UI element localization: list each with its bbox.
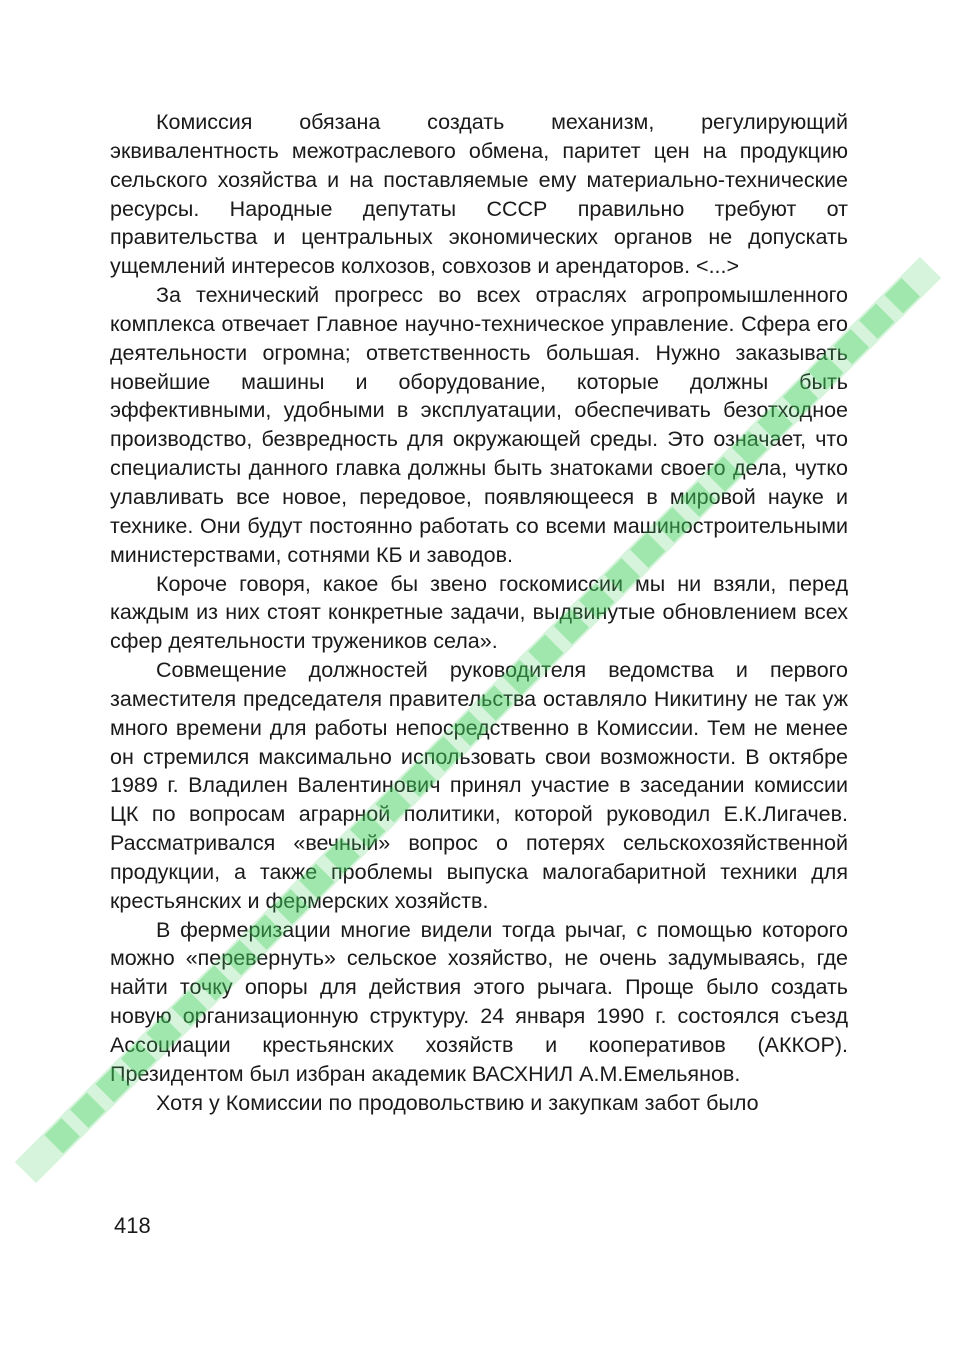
body-text: [110, 108, 848, 1118]
paragraph-4: Совмещение должностей руководителя ведомства и первого заместителя председателя правительства оставляло Никитину не так уж много времени для работы непосредственно в Комиссии. Тем не менее он стремился максимально использовать свои возможности. В октябре 1989 г. Владилен Валентинович принял участие в заседании комиссии ЦК по вопросам аграрной политики, которой руководил Е.К.Лигачев. Рассматривался «вечный» вопрос о потерях сельскохозяйственной продукции, а также проблемы выпуска малогабаритной техники для крестьянских и фермерских хозяйств.: [110, 658, 848, 913]
watermark-block: [45, 1118, 80, 1153]
watermark-block: [70, 1093, 105, 1128]
paragraph-5: В фермеризации многие видели тогда рычаг, с помощью которого можно «перевернуть» сельское хозяйство, не очень задумываясь, где найти точку опоры для действия этого рычага. Проще было создать новую организационную структуру. 24 января 1990 г. состоялся съезд Ассоциации крестьянских хозяйств и кооперативов (АККОР). Президентом был избран академик ВАСХНИЛ А.М.Емельянов.: [110, 917, 848, 1086]
paragraph-1: Комиссия обязана создать механизм, регулирующий эквивалентность межотраслевого обмена, паритет цен на продукцию сельского хозяйства и на поставляемые ему материально-технические ресурсы. Народные депутаты СССР правильно требуют от правительства и центральных экономических органов не допускать ущемлений интересов колхозов, совхозов и арендаторов. <...>: [110, 110, 848, 279]
paragraph-6: Хотя у Комиссии по продовольствию и закупкам забот было: [156, 1090, 759, 1115]
paragraph-2: За технический прогресс во всех отраслях агропромышленного комплекса отвечает Главное научно-техническое управление. Сфера его деятельности огромна; ответственность большая. Нужно заказывать новейшие машины и оборудование, которые должны быть эффективными, удобными в эксплуатации, обеспечивать безотходное производство, безвредность для окружающей среды. Это означает, что специалисты данного главка должны быть знатоками своего дела, чутко улавливать все новое, передовое, появляющееся в мировой науке и технике. Они будут постоянно работать со всеми машиностроительными министерствами, сотнями КБ и заводов.: [110, 283, 848, 567]
watermark-block: [859, 304, 894, 339]
page-number: 418: [114, 1213, 151, 1238]
watermark-block: [885, 278, 920, 313]
paragraph-3: Короче говоря, какое бы звено госкомиссии мы ни взяли, перед каждым из них стоят конкретные задачи, выдвинутые обновлением всех сфер деятельности тружеников села».: [110, 571, 848, 654]
